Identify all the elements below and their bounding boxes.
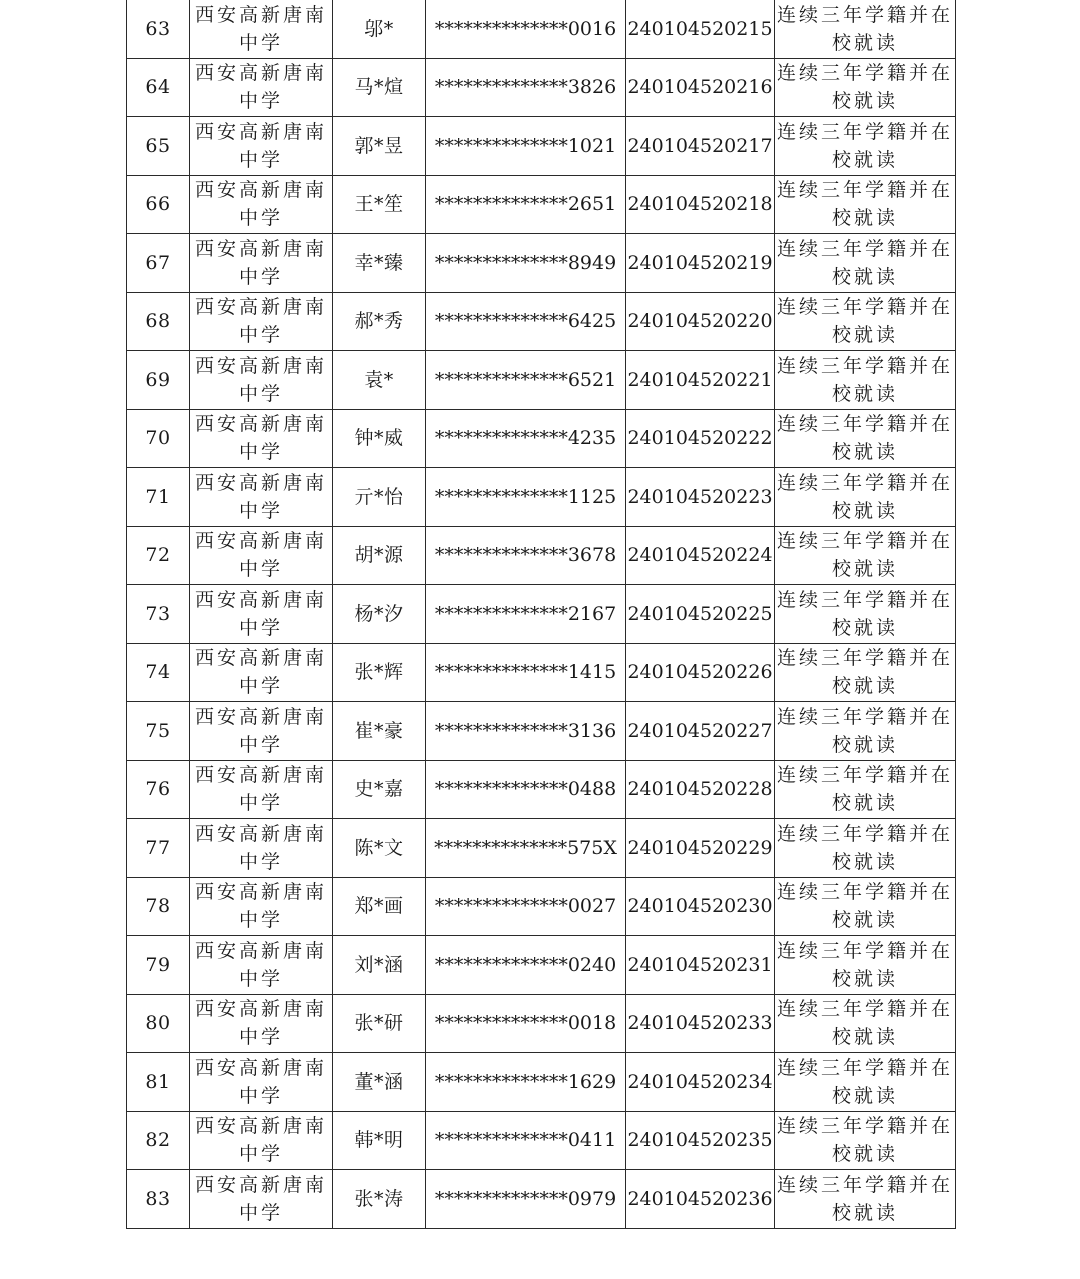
student-name-cell: 钟*威 [333,409,426,468]
school-cell [190,760,333,819]
remark-cell-line: 连续三年学籍并在 [776,1115,953,1138]
row-number-cell: 69 [127,351,190,410]
exam-number-cell: 240104520228 [626,760,775,819]
school-cell-line: 西安高新唐南 [194,179,327,202]
remark-cell [775,292,956,351]
exam-number-cell: 240104520220 [626,292,775,351]
row-number-cell: 66 [127,175,190,234]
school-cell-line: 中学 [238,616,283,639]
remark-cell-line: 连续三年学籍并在 [776,471,953,494]
school-cell [190,234,333,293]
id-number-cell: **************4235 [426,409,626,468]
school-cell-line: 西安高新唐南 [194,237,327,260]
row-number-cell: 80 [127,994,190,1053]
row-number-cell: 64 [127,58,190,117]
remark-cell-line: 连续三年学籍并在 [776,1173,953,1196]
school-cell [190,877,333,936]
school-cell [190,936,333,995]
school-cell-line: 西安高新唐南 [194,3,327,26]
row-number-cell: 71 [127,468,190,527]
student-name-cell: 郑*画 [333,877,426,936]
id-number-cell: **************3826 [426,58,626,117]
school-cell-line: 中学 [238,850,283,873]
school-cell [190,351,333,410]
student-list-body [127,0,956,1228]
remark-cell-line: 连续三年学籍并在 [776,179,953,202]
table-row [127,1053,956,1112]
remark-cell-line: 校就读 [831,792,898,815]
id-number-cell: **************1021 [426,117,626,176]
table-row [127,0,956,58]
school-cell-line: 西安高新唐南 [194,998,327,1021]
id-number-cell: **************6425 [426,292,626,351]
id-number-cell: **************0018 [426,994,626,1053]
remark-cell-line: 校就读 [831,967,898,990]
id-number-cell: **************8949 [426,234,626,293]
remark-cell-line: 连续三年学籍并在 [776,120,953,143]
id-number-cell: **************3678 [426,526,626,585]
school-cell-line: 西安高新唐南 [194,705,327,728]
remark-cell-line: 校就读 [831,909,898,932]
row-number-cell: 82 [127,1111,190,1170]
row-number-cell: 75 [127,702,190,761]
student-name-cell: 胡*源 [333,526,426,585]
exam-number-cell: 240104520225 [626,585,775,644]
row-number-cell: 68 [127,292,190,351]
table-row [127,994,956,1053]
school-cell-line: 中学 [238,967,283,990]
table-row [127,526,956,585]
exam-number-cell: 240104520217 [626,117,775,176]
exam-number-cell: 240104520234 [626,1053,775,1112]
exam-number-cell: 240104520235 [626,1111,775,1170]
id-number-cell: **************3136 [426,702,626,761]
remark-cell-line: 校就读 [831,1201,898,1224]
student-name-cell: 杨*汐 [333,585,426,644]
table-row [127,819,956,878]
student-name-cell: 董*涵 [333,1053,426,1112]
remark-cell [775,819,956,878]
school-cell [190,409,333,468]
remark-cell [775,409,956,468]
remark-cell [775,1111,956,1170]
school-cell-line: 中学 [238,733,283,756]
remark-cell-line: 校就读 [831,850,898,873]
remark-cell-line: 连续三年学籍并在 [776,237,953,260]
remark-cell [775,0,956,58]
school-cell-line: 西安高新唐南 [194,120,327,143]
table-row [127,234,956,293]
remark-cell [775,936,956,995]
row-number-cell: 74 [127,643,190,702]
id-number-cell: **************1415 [426,643,626,702]
school-cell-line: 中学 [238,792,283,815]
school-cell [190,1111,333,1170]
table-row [127,292,956,351]
remark-cell [775,1170,956,1229]
remark-cell-line: 连续三年学籍并在 [776,354,953,377]
school-cell-line: 中学 [238,148,283,171]
row-number-cell: 81 [127,1053,190,1112]
student-name-cell: 张*涛 [333,1170,426,1229]
school-cell-line: 中学 [238,558,283,581]
id-number-cell: **************0240 [426,936,626,995]
school-cell [190,643,333,702]
school-cell [190,702,333,761]
exam-number-cell: 240104520236 [626,1170,775,1229]
school-cell [190,175,333,234]
id-number-cell: **************6521 [426,351,626,410]
remark-cell-line: 连续三年学籍并在 [776,764,953,787]
student-name-cell: 张*研 [333,994,426,1053]
school-cell-line: 中学 [238,1143,283,1166]
student-name-cell: 邬* [333,0,426,58]
student-name-cell: 马*煊 [333,58,426,117]
student-name-cell: 郝*秀 [333,292,426,351]
school-cell [190,58,333,117]
school-cell-line: 中学 [238,207,283,230]
remark-cell [775,1053,956,1112]
remark-cell-line: 校就读 [831,558,898,581]
school-cell-line: 中学 [238,324,283,347]
remark-cell-line: 校就读 [831,733,898,756]
table-row [127,585,956,644]
remark-cell [775,234,956,293]
remark-cell-line: 连续三年学籍并在 [776,881,953,904]
school-cell [190,1053,333,1112]
school-cell-line: 西安高新唐南 [194,822,327,845]
exam-number-cell: 240104520227 [626,702,775,761]
id-number-cell: **************2651 [426,175,626,234]
school-cell-line: 西安高新唐南 [194,764,327,787]
school-cell [190,585,333,644]
id-number-cell: **************0027 [426,877,626,936]
table-row [127,175,956,234]
remark-cell [775,643,956,702]
row-number-cell: 78 [127,877,190,936]
exam-number-cell: 240104520233 [626,994,775,1053]
row-number-cell: 83 [127,1170,190,1229]
remark-cell-line: 校就读 [831,90,898,113]
student-name-cell: 陈*文 [333,819,426,878]
school-cell [190,1170,333,1229]
id-number-cell: **************575X [426,819,626,878]
student-name-cell: 韩*明 [333,1111,426,1170]
exam-number-cell: 240104520219 [626,234,775,293]
remark-cell-line: 连续三年学籍并在 [776,822,953,845]
school-cell-line: 中学 [238,1201,283,1224]
school-cell-line: 中学 [238,90,283,113]
school-cell-line: 中学 [238,499,283,522]
remark-cell-line: 连续三年学籍并在 [776,647,953,670]
remark-cell-line: 连续三年学籍并在 [776,62,953,85]
student-list-table-container [126,0,956,1229]
student-name-cell: 袁* [333,351,426,410]
school-cell-line: 西安高新唐南 [194,62,327,85]
exam-number-cell: 240104520221 [626,351,775,410]
school-cell-line: 西安高新唐南 [194,588,327,611]
school-cell-line: 中学 [238,1026,283,1049]
row-number-cell: 79 [127,936,190,995]
exam-number-cell: 240104520223 [626,468,775,527]
table-row [127,117,956,176]
student-name-cell: 幸*臻 [333,234,426,293]
row-number-cell: 65 [127,117,190,176]
exam-number-cell: 240104520230 [626,877,775,936]
remark-cell [775,877,956,936]
row-number-cell: 67 [127,234,190,293]
school-cell-line: 中学 [238,31,283,54]
row-number-cell: 72 [127,526,190,585]
remark-cell-line: 连续三年学籍并在 [776,530,953,553]
table-row [127,643,956,702]
school-cell [190,117,333,176]
remark-cell-line: 校就读 [831,382,898,405]
student-name-cell: 刘*涵 [333,936,426,995]
school-cell-line: 中学 [238,675,283,698]
school-cell-line: 中学 [238,909,283,932]
exam-number-cell: 240104520226 [626,643,775,702]
school-cell-line: 西安高新唐南 [194,354,327,377]
id-number-cell: **************0016 [426,0,626,58]
exam-number-cell: 240104520215 [626,0,775,58]
school-cell-line: 中学 [238,441,283,464]
remark-cell-line: 连续三年学籍并在 [776,1056,953,1079]
remark-cell [775,117,956,176]
row-number-cell: 77 [127,819,190,878]
remark-cell [775,58,956,117]
student-list-table [126,0,956,1229]
school-cell-line: 西安高新唐南 [194,471,327,494]
remark-cell-line: 连续三年学籍并在 [776,296,953,319]
row-number-cell: 76 [127,760,190,819]
remark-cell [775,351,956,410]
row-number-cell: 70 [127,409,190,468]
exam-number-cell: 240104520229 [626,819,775,878]
school-cell-line: 中学 [238,265,283,288]
remark-cell-line: 连续三年学籍并在 [776,413,953,436]
table-row [127,351,956,410]
remark-cell-line: 校就读 [831,675,898,698]
student-name-cell: 郭*昱 [333,117,426,176]
table-row [127,702,956,761]
school-cell-line: 西安高新唐南 [194,530,327,553]
remark-cell-line: 连续三年学籍并在 [776,3,953,26]
exam-number-cell: 240104520216 [626,58,775,117]
exam-number-cell: 240104520224 [626,526,775,585]
remark-cell-line: 校就读 [831,148,898,171]
table-row [127,760,956,819]
exam-number-cell: 240104520222 [626,409,775,468]
school-cell [190,292,333,351]
table-row [127,936,956,995]
student-name-cell: 史*嘉 [333,760,426,819]
remark-cell-line: 校就读 [831,616,898,639]
school-cell [190,819,333,878]
school-cell [190,526,333,585]
id-number-cell: **************0979 [426,1170,626,1229]
remark-cell-line: 连续三年学籍并在 [776,939,953,962]
remark-cell-line: 校就读 [831,1143,898,1166]
table-row [127,58,956,117]
student-name-cell: 崔*豪 [333,702,426,761]
row-number-cell: 73 [127,585,190,644]
school-cell-line: 西安高新唐南 [194,1056,327,1079]
school-cell [190,994,333,1053]
school-cell-line: 西安高新唐南 [194,296,327,319]
table-row [127,1170,956,1229]
remark-cell-line: 校就读 [831,499,898,522]
remark-cell [775,526,956,585]
remark-cell [775,468,956,527]
remark-cell [775,585,956,644]
remark-cell-line: 校就读 [831,324,898,347]
remark-cell [775,760,956,819]
remark-cell-line: 校就读 [831,265,898,288]
school-cell-line: 西安高新唐南 [194,881,327,904]
remark-cell [775,702,956,761]
remark-cell-line: 校就读 [831,441,898,464]
school-cell-line: 中学 [238,382,283,405]
school-cell-line: 西安高新唐南 [194,647,327,670]
row-number-cell: 63 [127,0,190,58]
remark-cell-line: 校就读 [831,31,898,54]
remark-cell-line: 连续三年学籍并在 [776,705,953,728]
remark-cell [775,175,956,234]
id-number-cell: **************2167 [426,585,626,644]
school-cell-line: 西安高新唐南 [194,939,327,962]
student-name-cell: 亓*怡 [333,468,426,527]
school-cell [190,0,333,58]
student-name-cell: 张*辉 [333,643,426,702]
exam-number-cell: 240104520231 [626,936,775,995]
id-number-cell: **************1125 [426,468,626,527]
remark-cell-line: 校就读 [831,1084,898,1107]
remark-cell-line: 连续三年学籍并在 [776,998,953,1021]
id-number-cell: **************0411 [426,1111,626,1170]
student-name-cell: 王*笙 [333,175,426,234]
id-number-cell: **************0488 [426,760,626,819]
school-cell-line: 西安高新唐南 [194,1173,327,1196]
school-cell [190,468,333,527]
remark-cell [775,994,956,1053]
remark-cell-line: 校就读 [831,207,898,230]
table-row [127,877,956,936]
id-number-cell: **************1629 [426,1053,626,1112]
school-cell-line: 中学 [238,1084,283,1107]
school-cell-line: 西安高新唐南 [194,413,327,436]
school-cell-line: 西安高新唐南 [194,1115,327,1138]
remark-cell-line: 连续三年学籍并在 [776,588,953,611]
table-row [127,1111,956,1170]
table-row [127,468,956,527]
exam-number-cell: 240104520218 [626,175,775,234]
remark-cell-line: 校就读 [831,1026,898,1049]
table-row [127,409,956,468]
